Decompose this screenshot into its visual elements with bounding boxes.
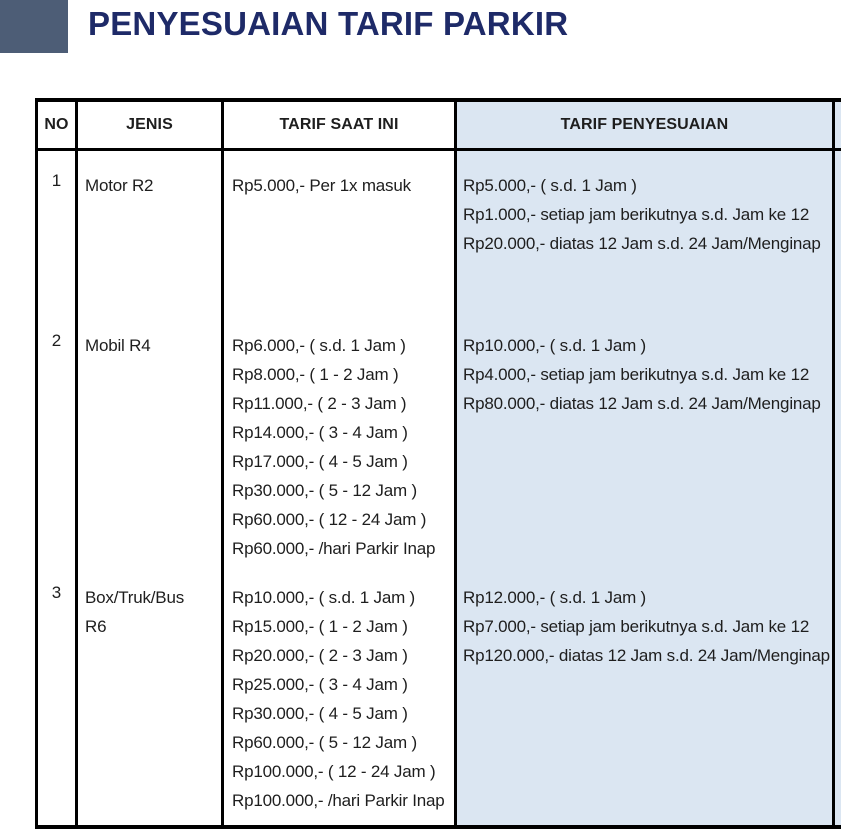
tariff-line: Rp20.000,- ( 2 - 3 Jam ) (232, 646, 408, 665)
vehicle-type-line: Mobil R4 (85, 336, 151, 355)
adjusted-tariff-cell (457, 311, 835, 563)
cutoff-column-cell (835, 151, 841, 311)
tariff-line: Rp17.000,- ( 4 - 5 Jam ) (232, 452, 408, 471)
col-header-current-tariff: TARIF SAAT INI (224, 102, 457, 151)
tariff-line: Rp15.000,- ( 1 - 2 Jam ) (232, 617, 408, 636)
tariff-line: Rp12.000,- ( s.d. 1 Jam ) (463, 588, 647, 607)
tariff-line: Rp11.000,- ( 2 - 3 Jam ) (232, 394, 407, 413)
vehicle-type-line: Motor R2 (85, 176, 154, 195)
tariff-line: Rp60.000,- /hari Parkir Inap (232, 539, 436, 558)
tariff-line: Rp120.000,- diatas 12 Jam s.d. 24 Jam/Menginap (463, 646, 830, 665)
tariff-line: Rp6.000,- ( s.d. 1 Jam ) (232, 336, 406, 355)
vehicle-type-cell (78, 563, 224, 825)
parking-tariff-table (35, 98, 841, 829)
tariff-line: Rp100.000,- ( 12 - 24 Jam ) (232, 762, 436, 781)
tariff-line: Rp7.000,- setiap jam berikutnya s.d. Jam ke 12 (463, 617, 810, 636)
tariff-line: Rp20.000,- diatas 12 Jam s.d. 24 Jam/Menginap (463, 234, 821, 253)
adjusted-tariff-cell (457, 151, 835, 311)
tariff-line: Rp8.000,- ( 1 - 2 Jam ) (232, 365, 399, 384)
row-number: 1 (38, 151, 78, 311)
vehicle-type-line: R6 (85, 617, 107, 636)
tariff-line: Rp10.000,- ( s.d. 1 Jam ) (463, 336, 647, 355)
tariff-line: Rp100.000,- /hari Parkir Inap (232, 791, 445, 810)
vehicle-type-line: Box/Truk/Bus (85, 588, 185, 607)
tariff-line: Rp60.000,- ( 12 - 24 Jam ) (232, 510, 427, 529)
tariff-line: Rp30.000,- ( 4 - 5 Jam ) (232, 704, 408, 723)
tariff-line: Rp1.000,- setiap jam berikutnya s.d. Jam ke 12 (463, 205, 810, 224)
tariff-line: Rp60.000,- ( 5 - 12 Jam ) (232, 733, 417, 752)
current-tariff-cell (224, 151, 457, 311)
tariff-line: Rp10.000,- ( s.d. 1 Jam ) (232, 588, 416, 607)
vehicle-type-cell (78, 311, 224, 563)
tariff-line: Rp5.000,- ( s.d. 1 Jam ) (463, 176, 637, 195)
cutoff-column-cell (835, 311, 841, 563)
row-number: 2 (38, 311, 78, 563)
current-tariff-cell (224, 311, 457, 563)
tariff-line: Rp5.000,- Per 1x masuk (232, 176, 411, 195)
tariff-line: Rp4.000,- setiap jam berikutnya s.d. Jam ke 12 (463, 365, 810, 384)
tariff-line: Rp14.000,- ( 3 - 4 Jam ) (232, 423, 408, 442)
tariff-line: Rp25.000,- ( 3 - 4 Jam ) (232, 675, 408, 694)
current-tariff-cell (224, 563, 457, 825)
title-accent-square (0, 0, 68, 53)
tariff-line: Rp80.000,- diatas 12 Jam s.d. 24 Jam/Menginap (463, 394, 821, 413)
col-header-no: NO (38, 102, 78, 151)
cutoff-column-cell (835, 563, 841, 825)
vehicle-type-cell (78, 151, 224, 311)
col-header-adjusted-tariff: TARIF PENYESUAIAN (457, 102, 835, 151)
cutoff-column-header (835, 102, 841, 151)
col-header-jenis: JENIS (78, 102, 224, 151)
tariff-line: Rp30.000,- ( 5 - 12 Jam ) (232, 481, 417, 500)
row-number: 3 (38, 563, 78, 825)
page-title: PENYESUAIAN TARIF PARKIR (88, 5, 569, 42)
adjusted-tariff-cell (457, 563, 835, 825)
